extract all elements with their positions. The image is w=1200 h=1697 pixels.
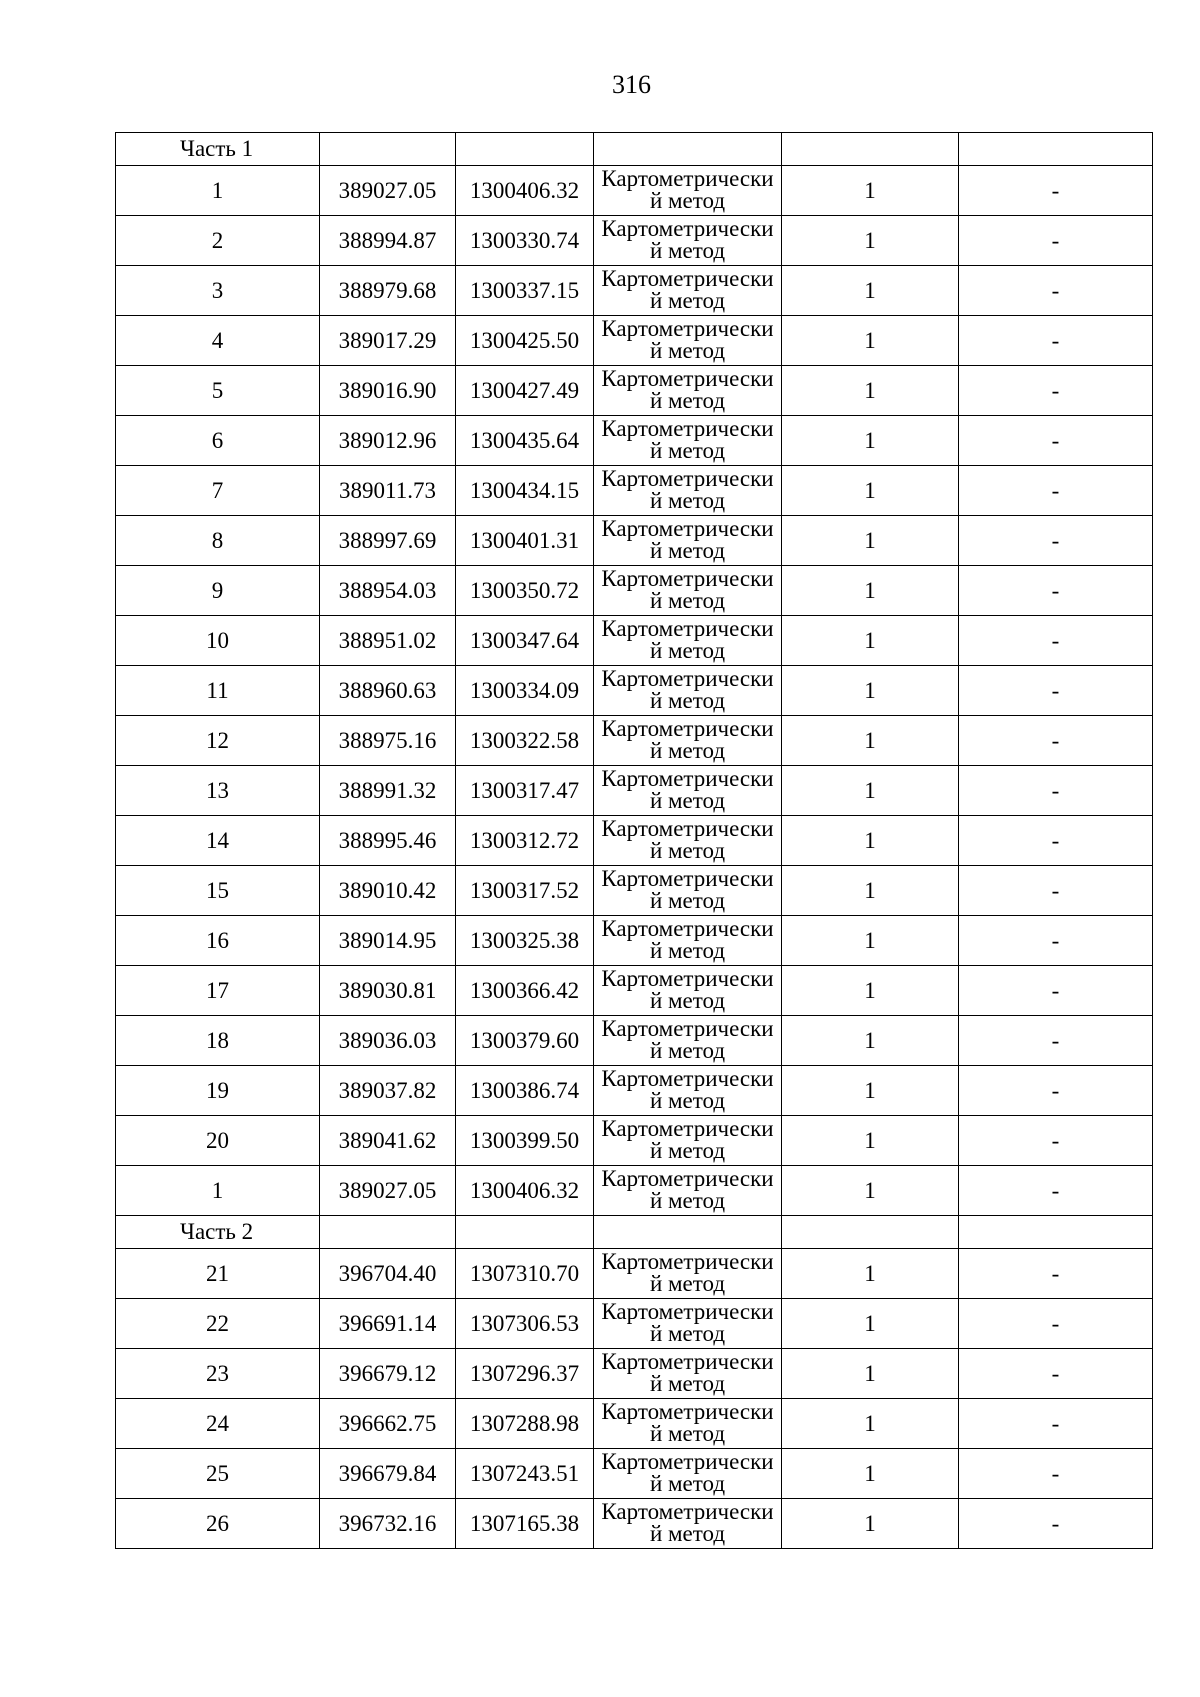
x-coordinate-cell: 388954.03 (320, 566, 456, 616)
point-number-cell: 4 (116, 316, 320, 366)
method-text-line: Картометрически (601, 616, 774, 641)
accuracy-cell: 1 (782, 216, 959, 266)
method-cell (594, 866, 782, 916)
y-coordinate-cell: 1300399.50 (456, 1116, 594, 1166)
note-cell: - (959, 1399, 1153, 1449)
method-text-line: й метод (649, 788, 726, 813)
y-coordinate-cell: 1300379.60 (456, 1016, 594, 1066)
y-coordinate-cell: 1300350.72 (456, 566, 594, 616)
note-cell: - (959, 716, 1153, 766)
method-text-line: Картометрически (601, 766, 774, 791)
table-row (116, 666, 1153, 716)
table-row (116, 1449, 1153, 1499)
table-row (116, 216, 1153, 266)
table-row (116, 366, 1153, 416)
y-coordinate-cell: 1307306.53 (456, 1299, 594, 1349)
y-coordinate-cell: 1307288.98 (456, 1399, 594, 1449)
empty-cell (594, 1216, 782, 1249)
method-cell (594, 1299, 782, 1349)
point-number-cell: 17 (116, 966, 320, 1016)
table-row (116, 1299, 1153, 1349)
y-coordinate-cell: 1300322.58 (456, 716, 594, 766)
method-text-line: й метод (649, 1271, 726, 1296)
x-coordinate-cell: 389041.62 (320, 1116, 456, 1166)
table-row (116, 1016, 1153, 1066)
note-cell: - (959, 366, 1153, 416)
note-cell: - (959, 1116, 1153, 1166)
point-number-cell: 2 (116, 216, 320, 266)
note-cell: - (959, 1166, 1153, 1216)
table-row (116, 1116, 1153, 1166)
section-label: Часть 1 (116, 133, 320, 166)
coordinates-table (115, 132, 1153, 1549)
x-coordinate-cell: 396704.40 (320, 1249, 456, 1299)
method-text-line: й метод (649, 1471, 726, 1496)
accuracy-cell: 1 (782, 766, 959, 816)
y-coordinate-cell: 1300330.74 (456, 216, 594, 266)
table-row (116, 766, 1153, 816)
y-coordinate-cell: 1300325.38 (456, 916, 594, 966)
method-text-line: й метод (649, 1371, 726, 1396)
accuracy-cell: 1 (782, 1016, 959, 1066)
accuracy-cell: 1 (782, 816, 959, 866)
method-text-line: й метод (649, 288, 726, 313)
accuracy-cell: 1 (782, 866, 959, 916)
method-text-line: Картометрически (601, 1016, 774, 1041)
method-text-line: Картометрически (601, 216, 774, 241)
note-cell: - (959, 466, 1153, 516)
point-number-cell: 6 (116, 416, 320, 466)
method-text-line: Картометрически (601, 716, 774, 741)
x-coordinate-cell: 388960.63 (320, 666, 456, 716)
accuracy-cell: 1 (782, 366, 959, 416)
method-cell (594, 816, 782, 866)
method-text-line: й метод (649, 688, 726, 713)
x-coordinate-cell: 396691.14 (320, 1299, 456, 1349)
method-text-line: Картометрически (601, 1066, 774, 1091)
note-cell: - (959, 1449, 1153, 1499)
method-text-line: й метод (649, 538, 726, 563)
point-number-cell: 20 (116, 1116, 320, 1166)
point-number-cell: 11 (116, 666, 320, 716)
note-cell: - (959, 216, 1153, 266)
section-label: Часть 2 (116, 1216, 320, 1249)
point-number-cell: 16 (116, 916, 320, 966)
y-coordinate-cell: 1300434.15 (456, 466, 594, 516)
method-text-line: й метод (649, 638, 726, 663)
point-number-cell: 24 (116, 1399, 320, 1449)
accuracy-cell: 1 (782, 1399, 959, 1449)
y-coordinate-cell: 1300334.09 (456, 666, 594, 716)
method-cell (594, 716, 782, 766)
method-cell (594, 1449, 782, 1499)
empty-cell (959, 1216, 1153, 1249)
note-cell: - (959, 1249, 1153, 1299)
point-number-cell: 3 (116, 266, 320, 316)
method-cell (594, 366, 782, 416)
method-cell (594, 1499, 782, 1549)
table-row (116, 616, 1153, 666)
y-coordinate-cell: 1300406.32 (456, 1166, 594, 1216)
note-cell: - (959, 1066, 1153, 1116)
empty-cell (594, 133, 782, 166)
point-number-cell: 1 (116, 1166, 320, 1216)
table-row (116, 566, 1153, 616)
accuracy-cell: 1 (782, 466, 959, 516)
method-text-line: й метод (649, 588, 726, 613)
table-row (116, 1349, 1153, 1399)
method-cell (594, 316, 782, 366)
y-coordinate-cell: 1300386.74 (456, 1066, 594, 1116)
table-row (116, 966, 1153, 1016)
method-text-line: й метод (649, 888, 726, 913)
accuracy-cell: 1 (782, 666, 959, 716)
note-cell: - (959, 1499, 1153, 1549)
table-row (116, 516, 1153, 566)
y-coordinate-cell: 1300427.49 (456, 366, 594, 416)
note-cell: - (959, 1016, 1153, 1066)
x-coordinate-cell: 389010.42 (320, 866, 456, 916)
note-cell: - (959, 866, 1153, 916)
accuracy-cell: 1 (782, 716, 959, 766)
method-cell (594, 566, 782, 616)
method-text-line: Картометрически (601, 1449, 774, 1474)
point-number-cell: 26 (116, 1499, 320, 1549)
point-number-cell: 23 (116, 1349, 320, 1399)
y-coordinate-cell: 1300312.72 (456, 816, 594, 866)
note-cell: - (959, 266, 1153, 316)
x-coordinate-cell: 389012.96 (320, 416, 456, 466)
y-coordinate-cell: 1300435.64 (456, 416, 594, 466)
y-coordinate-cell: 1300347.64 (456, 616, 594, 666)
table-row (116, 416, 1153, 466)
y-coordinate-cell: 1300317.52 (456, 866, 594, 916)
accuracy-cell: 1 (782, 966, 959, 1016)
method-text-line: й метод (649, 1038, 726, 1063)
accuracy-cell: 1 (782, 916, 959, 966)
x-coordinate-cell: 389030.81 (320, 966, 456, 1016)
point-number-cell: 22 (116, 1299, 320, 1349)
accuracy-cell: 1 (782, 516, 959, 566)
y-coordinate-cell: 1300317.47 (456, 766, 594, 816)
method-text-line: й метод (649, 1321, 726, 1346)
y-coordinate-cell: 1300366.42 (456, 966, 594, 1016)
x-coordinate-cell: 396679.12 (320, 1349, 456, 1399)
method-text-line: Картометрически (601, 1499, 774, 1524)
y-coordinate-cell: 1307165.38 (456, 1499, 594, 1549)
empty-cell (456, 1216, 594, 1249)
method-text-line: й метод (649, 238, 726, 263)
x-coordinate-cell: 389014.95 (320, 916, 456, 966)
accuracy-cell: 1 (782, 1349, 959, 1399)
table-row (116, 1399, 1153, 1449)
method-text-line: Картометрически (601, 1166, 774, 1191)
table-row (116, 866, 1153, 916)
point-number-cell: 10 (116, 616, 320, 666)
method-text-line: й метод (649, 838, 726, 863)
note-cell: - (959, 616, 1153, 666)
method-cell (594, 766, 782, 816)
method-text-line: й метод (649, 988, 726, 1013)
accuracy-cell: 1 (782, 1449, 959, 1499)
method-text-line: й метод (649, 1188, 726, 1213)
accuracy-cell: 1 (782, 1249, 959, 1299)
method-text-line: Картометрически (601, 266, 774, 291)
point-number-cell: 21 (116, 1249, 320, 1299)
table-row (116, 1166, 1153, 1216)
method-cell (594, 1349, 782, 1399)
method-text-line: Картометрически (601, 1399, 774, 1424)
x-coordinate-cell: 389016.90 (320, 366, 456, 416)
note-cell: - (959, 1299, 1153, 1349)
table-row (116, 266, 1153, 316)
x-coordinate-cell: 396732.16 (320, 1499, 456, 1549)
point-number-cell: 25 (116, 1449, 320, 1499)
note-cell: - (959, 966, 1153, 1016)
table-row (116, 466, 1153, 516)
method-text-line: й метод (649, 1138, 726, 1163)
table-row (116, 316, 1153, 366)
accuracy-cell: 1 (782, 616, 959, 666)
x-coordinate-cell: 388991.32 (320, 766, 456, 816)
y-coordinate-cell: 1307310.70 (456, 1249, 594, 1299)
x-coordinate-cell: 389017.29 (320, 316, 456, 366)
note-cell: - (959, 416, 1153, 466)
table-row (116, 166, 1153, 216)
x-coordinate-cell: 389027.05 (320, 166, 456, 216)
method-text-line: Картометрически (601, 816, 774, 841)
accuracy-cell: 1 (782, 166, 959, 216)
method-cell (594, 466, 782, 516)
accuracy-cell: 1 (782, 566, 959, 616)
page-number: 316 (612, 70, 651, 99)
point-number-cell: 15 (116, 866, 320, 916)
method-text-line: Картометрически (601, 316, 774, 341)
x-coordinate-cell: 388997.69 (320, 516, 456, 566)
method-text-line: Картометрически (601, 1116, 774, 1141)
method-cell (594, 416, 782, 466)
note-cell: - (959, 1349, 1153, 1399)
method-cell (594, 266, 782, 316)
method-text-line: й метод (649, 1521, 726, 1546)
accuracy-cell: 1 (782, 1299, 959, 1349)
section-header-row (116, 133, 1153, 166)
point-number-cell: 13 (116, 766, 320, 816)
method-text-line: Картометрически (601, 366, 774, 391)
x-coordinate-cell: 396662.75 (320, 1399, 456, 1449)
method-cell (594, 916, 782, 966)
method-cell (594, 516, 782, 566)
x-coordinate-cell: 396679.84 (320, 1449, 456, 1499)
empty-cell (456, 133, 594, 166)
table-row (116, 816, 1153, 866)
x-coordinate-cell: 388995.46 (320, 816, 456, 866)
empty-cell (320, 1216, 456, 1249)
note-cell: - (959, 916, 1153, 966)
method-text-line: й метод (649, 1421, 726, 1446)
method-cell (594, 166, 782, 216)
method-cell (594, 966, 782, 1016)
method-text-line: Картометрически (601, 666, 774, 691)
method-text-line: Картометрически (601, 166, 774, 191)
x-coordinate-cell: 389011.73 (320, 466, 456, 516)
table-row (116, 1066, 1153, 1116)
method-cell (594, 1249, 782, 1299)
accuracy-cell: 1 (782, 416, 959, 466)
point-number-cell: 14 (116, 816, 320, 866)
method-text-line: й метод (649, 1088, 726, 1113)
empty-cell (959, 133, 1153, 166)
note-cell: - (959, 516, 1153, 566)
point-number-cell: 18 (116, 1016, 320, 1066)
table-row (116, 1499, 1153, 1549)
method-text-line: й метод (649, 738, 726, 763)
method-cell (594, 1399, 782, 1449)
note-cell: - (959, 566, 1153, 616)
table-row (116, 916, 1153, 966)
point-number-cell: 9 (116, 566, 320, 616)
method-text-line: Картометрически (601, 566, 774, 591)
point-number-cell: 7 (116, 466, 320, 516)
table-row (116, 716, 1153, 766)
method-text-line: Картометрически (601, 916, 774, 941)
x-coordinate-cell: 388975.16 (320, 716, 456, 766)
method-cell (594, 1016, 782, 1066)
point-number-cell: 19 (116, 1066, 320, 1116)
accuracy-cell: 1 (782, 1499, 959, 1549)
note-cell: - (959, 816, 1153, 866)
method-cell (594, 1166, 782, 1216)
method-text-line: Картометрически (601, 466, 774, 491)
y-coordinate-cell: 1300425.50 (456, 316, 594, 366)
method-text-line: й метод (649, 938, 726, 963)
method-text-line: Картометрически (601, 1249, 774, 1274)
empty-cell (782, 1216, 959, 1249)
method-text-line: й метод (649, 388, 726, 413)
note-cell: - (959, 166, 1153, 216)
method-text-line: Картометрически (601, 416, 774, 441)
empty-cell (782, 133, 959, 166)
accuracy-cell: 1 (782, 266, 959, 316)
y-coordinate-cell: 1300401.31 (456, 516, 594, 566)
note-cell: - (959, 316, 1153, 366)
coordinates-table-body (116, 133, 1153, 1549)
point-number-cell: 5 (116, 366, 320, 416)
accuracy-cell: 1 (782, 1066, 959, 1116)
note-cell: - (959, 666, 1153, 716)
accuracy-cell: 1 (782, 316, 959, 366)
y-coordinate-cell: 1300337.15 (456, 266, 594, 316)
method-text-line: й метод (649, 338, 726, 363)
accuracy-cell: 1 (782, 1116, 959, 1166)
x-coordinate-cell: 389036.03 (320, 1016, 456, 1066)
x-coordinate-cell: 388951.02 (320, 616, 456, 666)
method-text-line: Картометрически (601, 966, 774, 991)
y-coordinate-cell: 1307243.51 (456, 1449, 594, 1499)
method-text-line: Картометрически (601, 866, 774, 891)
method-cell (594, 666, 782, 716)
method-text-line: й метод (649, 438, 726, 463)
method-text-line: Картометрически (601, 516, 774, 541)
point-number-cell: 12 (116, 716, 320, 766)
method-text-line: Картометрически (601, 1299, 774, 1324)
x-coordinate-cell: 389037.82 (320, 1066, 456, 1116)
table-row (116, 1249, 1153, 1299)
method-text-line: й метод (649, 488, 726, 513)
method-text-line: й метод (649, 188, 726, 213)
y-coordinate-cell: 1300406.32 (456, 166, 594, 216)
x-coordinate-cell: 388979.68 (320, 266, 456, 316)
method-cell (594, 1116, 782, 1166)
x-coordinate-cell: 389027.05 (320, 1166, 456, 1216)
accuracy-cell: 1 (782, 1166, 959, 1216)
y-coordinate-cell: 1307296.37 (456, 1349, 594, 1399)
method-cell (594, 216, 782, 266)
point-number-cell: 8 (116, 516, 320, 566)
x-coordinate-cell: 388994.87 (320, 216, 456, 266)
point-number-cell: 1 (116, 166, 320, 216)
section-header-row (116, 1216, 1153, 1249)
note-cell: - (959, 766, 1153, 816)
empty-cell (320, 133, 456, 166)
method-cell (594, 1066, 782, 1116)
method-cell (594, 616, 782, 666)
method-text-line: Картометрически (601, 1349, 774, 1374)
